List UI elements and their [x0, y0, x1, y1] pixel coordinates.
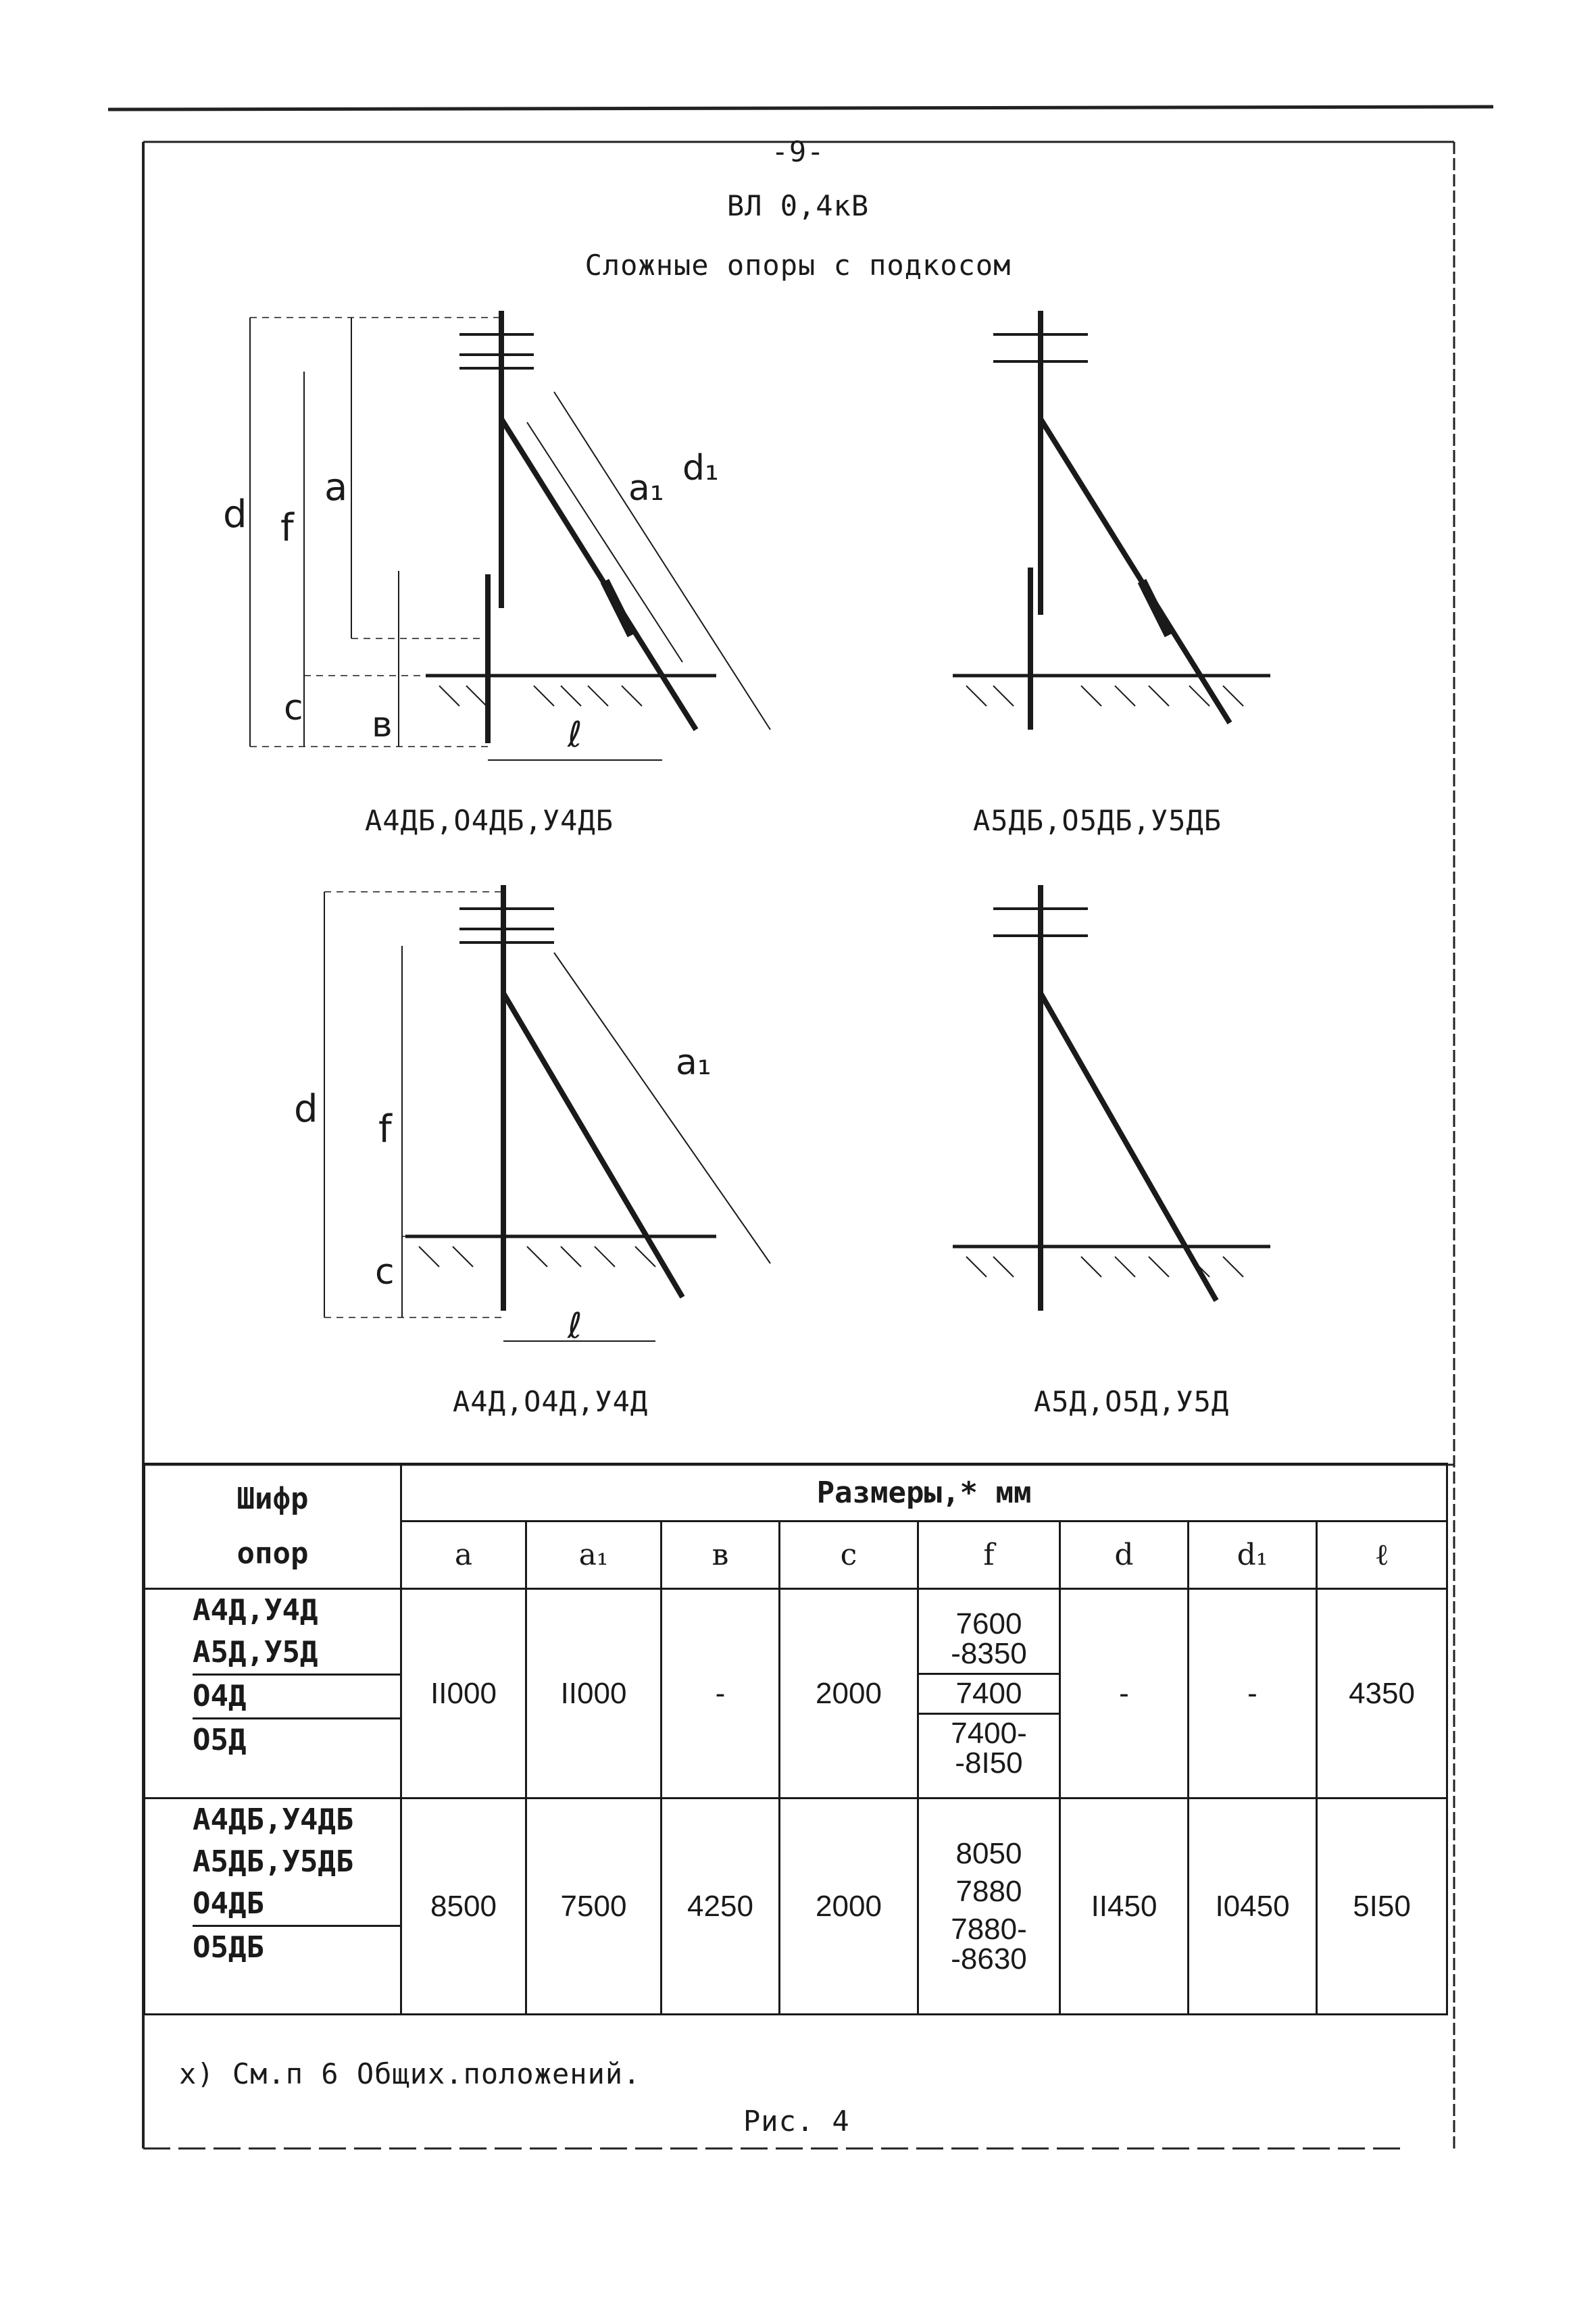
- col-header-a1: a₁: [526, 1521, 662, 1589]
- code-item: А5ДБ,У5ДБ: [193, 1844, 354, 1879]
- col-header-b: в: [662, 1521, 780, 1589]
- dim-label-l: ℓ: [568, 715, 582, 755]
- page-title: ВЛ 0,4кВ: [726, 189, 870, 222]
- code-header: [145, 1464, 401, 1589]
- code-item: О4Д: [193, 1676, 400, 1719]
- dimensions-table: [143, 1463, 1448, 2015]
- sizes-header: Размеры,* мм: [401, 1464, 1447, 1521]
- dim-label-d1: d₁: [682, 448, 719, 488]
- cell-l: 5I50: [1317, 1799, 1447, 2015]
- dim-label-a: a: [324, 466, 348, 509]
- col-header-d: d: [1060, 1521, 1189, 1589]
- table-row-group1: [145, 1589, 1447, 1799]
- dim-label-b: в: [372, 705, 393, 745]
- code-item: О5Д: [193, 1723, 247, 1757]
- code-item: А4ДБ,У4ДБ: [193, 1803, 354, 1837]
- cell-a: II000: [401, 1589, 526, 1799]
- f-value: 7880: [955, 1874, 1022, 1908]
- footnote: х) См.п 6 Общих.положений.: [179, 2057, 641, 2090]
- f-value: 7400: [919, 1675, 1059, 1715]
- code-item: А4Д,У4Д: [193, 1593, 318, 1628]
- cell-d: II450: [1060, 1799, 1189, 2015]
- figure-a4db: [223, 297, 818, 784]
- code-header-line1: Шифр: [236, 1482, 309, 1516]
- code-item: А5Д,У5Д: [193, 1632, 400, 1676]
- col-header-c: c: [780, 1521, 918, 1589]
- f-value: 7400- -8I50: [951, 1716, 1027, 1780]
- page-number: -9-: [771, 135, 825, 168]
- dim-label-l-2: ℓ: [568, 1306, 582, 1347]
- cell-d1: -: [1189, 1589, 1317, 1799]
- figure-a5db: [932, 297, 1311, 743]
- dim-label-c: c: [284, 688, 303, 728]
- page-subtitle: Сложные опоры с подкосом: [584, 249, 1012, 282]
- dim-label-a1-2: a₁: [676, 1042, 712, 1083]
- figure-label: Рис. 4: [743, 2105, 850, 2138]
- cell-b: 4250: [662, 1799, 780, 2015]
- col-header-l: ℓ: [1317, 1521, 1447, 1589]
- cell-f: [918, 1799, 1060, 2015]
- f-value: 7600 -8350: [919, 1605, 1059, 1675]
- col-header-f: f: [918, 1521, 1060, 1589]
- f-value: 8050: [955, 1836, 1022, 1870]
- codes-group2: [145, 1799, 401, 2015]
- cell-c: 2000: [780, 1589, 918, 1799]
- figure-caption-a5db: А5ДБ,О5ДБ,У5ДБ: [973, 804, 1222, 837]
- col-header-a: a: [401, 1521, 526, 1589]
- figure-caption-a4d: А4Д,О4Д,У4Д: [453, 1385, 649, 1418]
- dim-label-c-2: c: [375, 1252, 395, 1292]
- cell-a1: II000: [526, 1589, 662, 1799]
- cell-a1: 7500: [526, 1799, 662, 2015]
- figure-caption-a4db: А4ДБ,О4ДБ,У4ДБ: [365, 804, 614, 837]
- cell-l: 4350: [1317, 1589, 1447, 1799]
- cell-b: -: [662, 1589, 780, 1799]
- cell-d: -: [1060, 1589, 1189, 1799]
- codes-group1: [145, 1589, 401, 1799]
- figure-a5d: [932, 872, 1311, 1331]
- col-header-d1: d₁: [1189, 1521, 1317, 1589]
- code-item: О4ДБ: [193, 1883, 400, 1927]
- figure-a4d: [257, 872, 811, 1358]
- dim-label-d: d: [223, 493, 247, 536]
- cell-f: [918, 1589, 1060, 1799]
- code-header-line2: опор: [236, 1536, 309, 1571]
- cell-c: 2000: [780, 1799, 918, 2015]
- dim-label-f: f: [280, 506, 294, 550]
- code-item: О5ДБ: [193, 1930, 264, 1965]
- dim-label-a1: a₁: [628, 468, 664, 509]
- cell-a: 8500: [401, 1799, 526, 2015]
- dim-label-f-2: f: [378, 1107, 392, 1151]
- table-row-group2: [145, 1799, 1447, 2015]
- f-value: 7880- -8630: [951, 1912, 1027, 1976]
- dim-label-d-2: d: [294, 1087, 318, 1131]
- cell-d1: I0450: [1189, 1799, 1317, 2015]
- figure-caption-a5d: А5Д,О5Д,У5Д: [1034, 1385, 1230, 1418]
